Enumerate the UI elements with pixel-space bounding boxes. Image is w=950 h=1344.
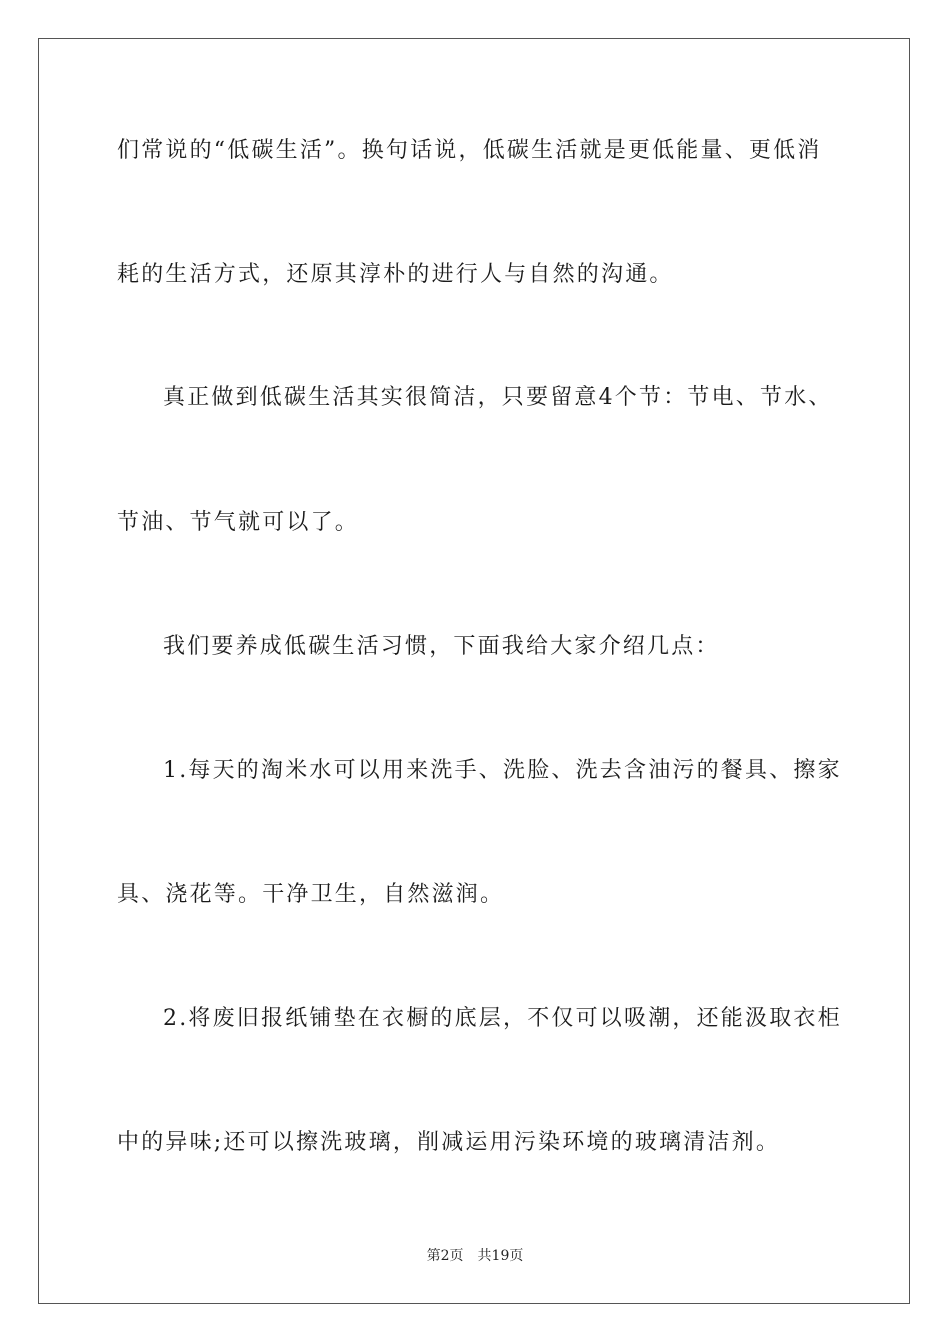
- page-footer: [0, 1246, 950, 1266]
- page-frame: [38, 38, 910, 1304]
- body-line-9: 中的异味;还可以擦洗玻璃，削减运用污染环境的玻璃清洁剂。: [117, 1130, 781, 1155]
- body-line-5: 我们要养成低碳生活习惯，下面我给大家介绍几点：: [163, 634, 720, 659]
- page-total: 共19页: [477, 1248, 524, 1264]
- body-line-8: 2.将废旧报纸铺垫在衣橱的底层，不仅可以吸潮，还能汲取衣柜: [163, 1006, 842, 1031]
- body-line-1: 们常说的“低碳生活”。换句话说，低碳生活就是更低能量、更低消: [117, 138, 822, 163]
- body-line-7: 具、浇花等。干净卫生，自然滋润。: [117, 882, 505, 907]
- page-number: 第2页: [426, 1248, 464, 1264]
- body-line-4: 节油、节气就可以了。: [117, 510, 360, 535]
- body-line-6: 1.每天的淘米水可以用来洗手、洗脸、洗去含油污的餐具、擦家: [163, 758, 842, 783]
- body-line-2: 耗的生活方式，还原其淳朴的进行人与自然的沟通。: [117, 262, 674, 287]
- body-line-3: 真正做到低碳生活其实很简洁，只要留意4个节：节电、节水、: [163, 385, 833, 410]
